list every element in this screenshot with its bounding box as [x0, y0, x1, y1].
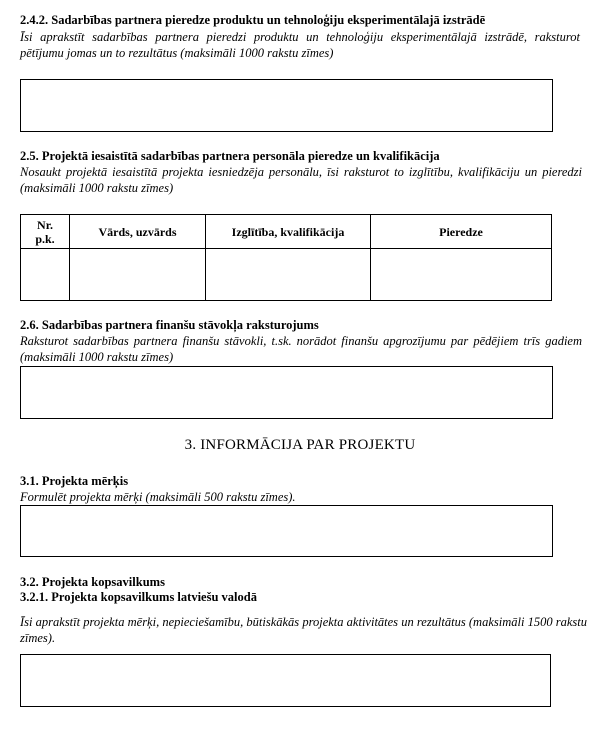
column-header-education: Izglītība, kvalifikācija — [206, 215, 371, 249]
table-header-row — [21, 215, 552, 249]
column-header-name: Vārds, uzvārds — [70, 215, 206, 249]
column-header-nr: Nr. p.k. — [21, 215, 70, 249]
table-cell-experience[interactable] — [371, 249, 552, 301]
section-3-1-heading: 3.1. Projekta mērķis — [20, 474, 129, 488]
section-3-2-heading: 3.2. Projekta kopsavilkums — [20, 575, 165, 589]
section-2-5-heading: 2.5. Projektā iesaistītā sadarbības partnera personāla pieredze un kvalifikācija — [20, 149, 440, 163]
section-2-4-2-description: Īsi aprakstīt sadarbības partnera pieredzi produktu un tehnoloģiju eksperimentālajā izstrādē, raksturot pētījumu jomas un to rezultātus (maksimāli 1000 rakstu zīmes) — [20, 30, 580, 60]
section-2-6-text-box[interactable] — [20, 366, 553, 419]
section-2-6-heading: 2.6. Sadarbības partnera finanšu stāvokļa raksturojums — [20, 318, 319, 332]
section-3-1-text-box[interactable] — [20, 505, 553, 557]
section-2-4-2-text-box[interactable] — [20, 79, 553, 132]
section-3-2-text-box[interactable] — [20, 654, 551, 707]
section-2-5-description: Nosaukt projektā iesaistītā projekta iesniedzēja personālu, īsi raksturot to izglītību, kvalifikāciju un pieredzi (maksimāli 1000 rakstu zīmes) — [20, 165, 582, 195]
table-cell-nr[interactable] — [21, 249, 70, 301]
column-header-experience: Pieredze — [371, 215, 552, 249]
table-cell-education[interactable] — [206, 249, 371, 301]
table-cell-name[interactable] — [70, 249, 206, 301]
section-3-2-1-heading: 3.2.1. Projekta kopsavilkums latviešu valodā — [20, 590, 257, 604]
chapter-3-title: 3. INFORMĀCIJA PAR PROJEKTU — [184, 437, 416, 453]
section-3-1-description: Formulēt projekta mērķi (maksimāli 500 rakstu zīmes). — [20, 490, 296, 504]
section-2-6-description: Raksturot sadarbības partnera finanšu stāvokli, t.sk. norādot finanšu apgrozījumu par pēdējiem trīs gadiem (maksimāli 1000 rakstu zīmes) — [20, 334, 582, 364]
table-row — [21, 249, 552, 301]
personnel-table — [20, 214, 552, 301]
section-2-4-2-heading: 2.4.2. Sadarbības partnera pieredze produktu un tehnoloģiju eksperimentālajā izstrādē — [20, 13, 486, 27]
section-3-2-description: Īsi aprakstīt projekta mērķi, nepieciešamību, būtiskākās projekta aktivitātes un rezultātus (maksimāli 1500 rakstu zīmes). — [20, 615, 587, 645]
